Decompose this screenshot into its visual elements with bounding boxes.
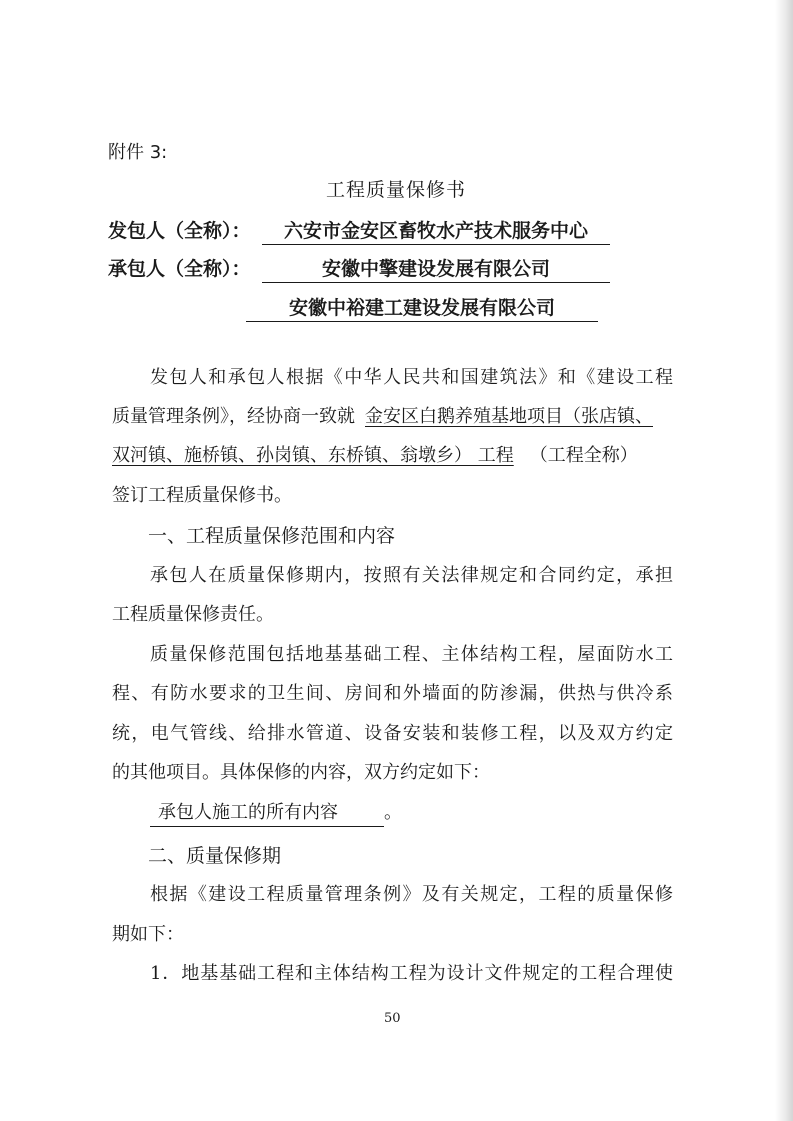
- scope-value: 承包人施工的所有内容: [150, 801, 384, 827]
- project-name-part-1: 金安区白鹅养殖基地项目（张店镇、: [365, 406, 653, 427]
- document-title: 工程质量保修书: [326, 179, 467, 201]
- employer-label: 发包人（全称）：: [108, 220, 251, 242]
- intro-line-1: 发包人和承包人根据《中华人民共和国建筑法》和《建设工程: [150, 367, 673, 388]
- page-edge-shadow: [775, 0, 793, 1121]
- section-1-para-2-line-4: 的其他项目。具体保修的内容，双方约定如下：: [112, 762, 490, 783]
- section-1-heading: 一、工程质量保修范围和内容: [148, 525, 396, 547]
- section-2-heading: 二、质量保修期: [148, 845, 282, 867]
- intro-line-2-text: 质量管理条例》，经协商一致就: [112, 406, 355, 427]
- intro-line-2: [112, 405, 653, 429]
- section-1-para-2-line-3: 统，电气管线、给排水管道、设备安装和装修工程，以及双方约定: [112, 723, 673, 744]
- project-name-part-2: 双河镇、施桥镇、孙岗镇、东桥镇、翁墩乡） 工程: [112, 445, 514, 466]
- section-2-para-1-line-2: 期如下：: [112, 924, 184, 945]
- contractor-name-1: 安徽中擎建设发展有限公司: [262, 257, 610, 283]
- project-name-note: （工程全称）: [529, 445, 638, 466]
- contractor-name-2: 安徽中裕建工建设发展有限公司: [246, 296, 598, 322]
- page-number: 50: [384, 1011, 401, 1026]
- contractor-label: 承包人（全称）：: [108, 258, 251, 280]
- scope-line: [150, 801, 402, 827]
- section-1-para-2-line-1: 质量保修范围包括地基基础工程、主体结构工程，屋面防水工: [150, 644, 673, 665]
- intro-line-4: 签订工程质量保修书。: [112, 485, 292, 506]
- scope-end: 。: [384, 802, 402, 823]
- section-2-para-1-line-1: 根据《建设工程质量管理条例》及有关规定，工程的质量保修: [150, 884, 673, 905]
- section-1-para-1-line-2: 工程质量保修责任。: [112, 604, 274, 625]
- intro-line-3: [112, 444, 638, 468]
- section-1-para-1-line-1: 承包人在质量保修期内，按照有关法律规定和合同约定，承担: [150, 565, 673, 586]
- section-1-para-2-line-2: 程、有防水要求的卫生间、房间和外墙面的防渗漏，供热与供冷系: [112, 683, 673, 704]
- section-2-item-1: 1．地基基础工程和主体结构工程为设计文件规定的工程合理使: [150, 963, 673, 984]
- attachment-label: 附件 3:: [108, 142, 168, 163]
- employer-name: 六安市金安区畜牧水产技术服务中心: [262, 219, 610, 245]
